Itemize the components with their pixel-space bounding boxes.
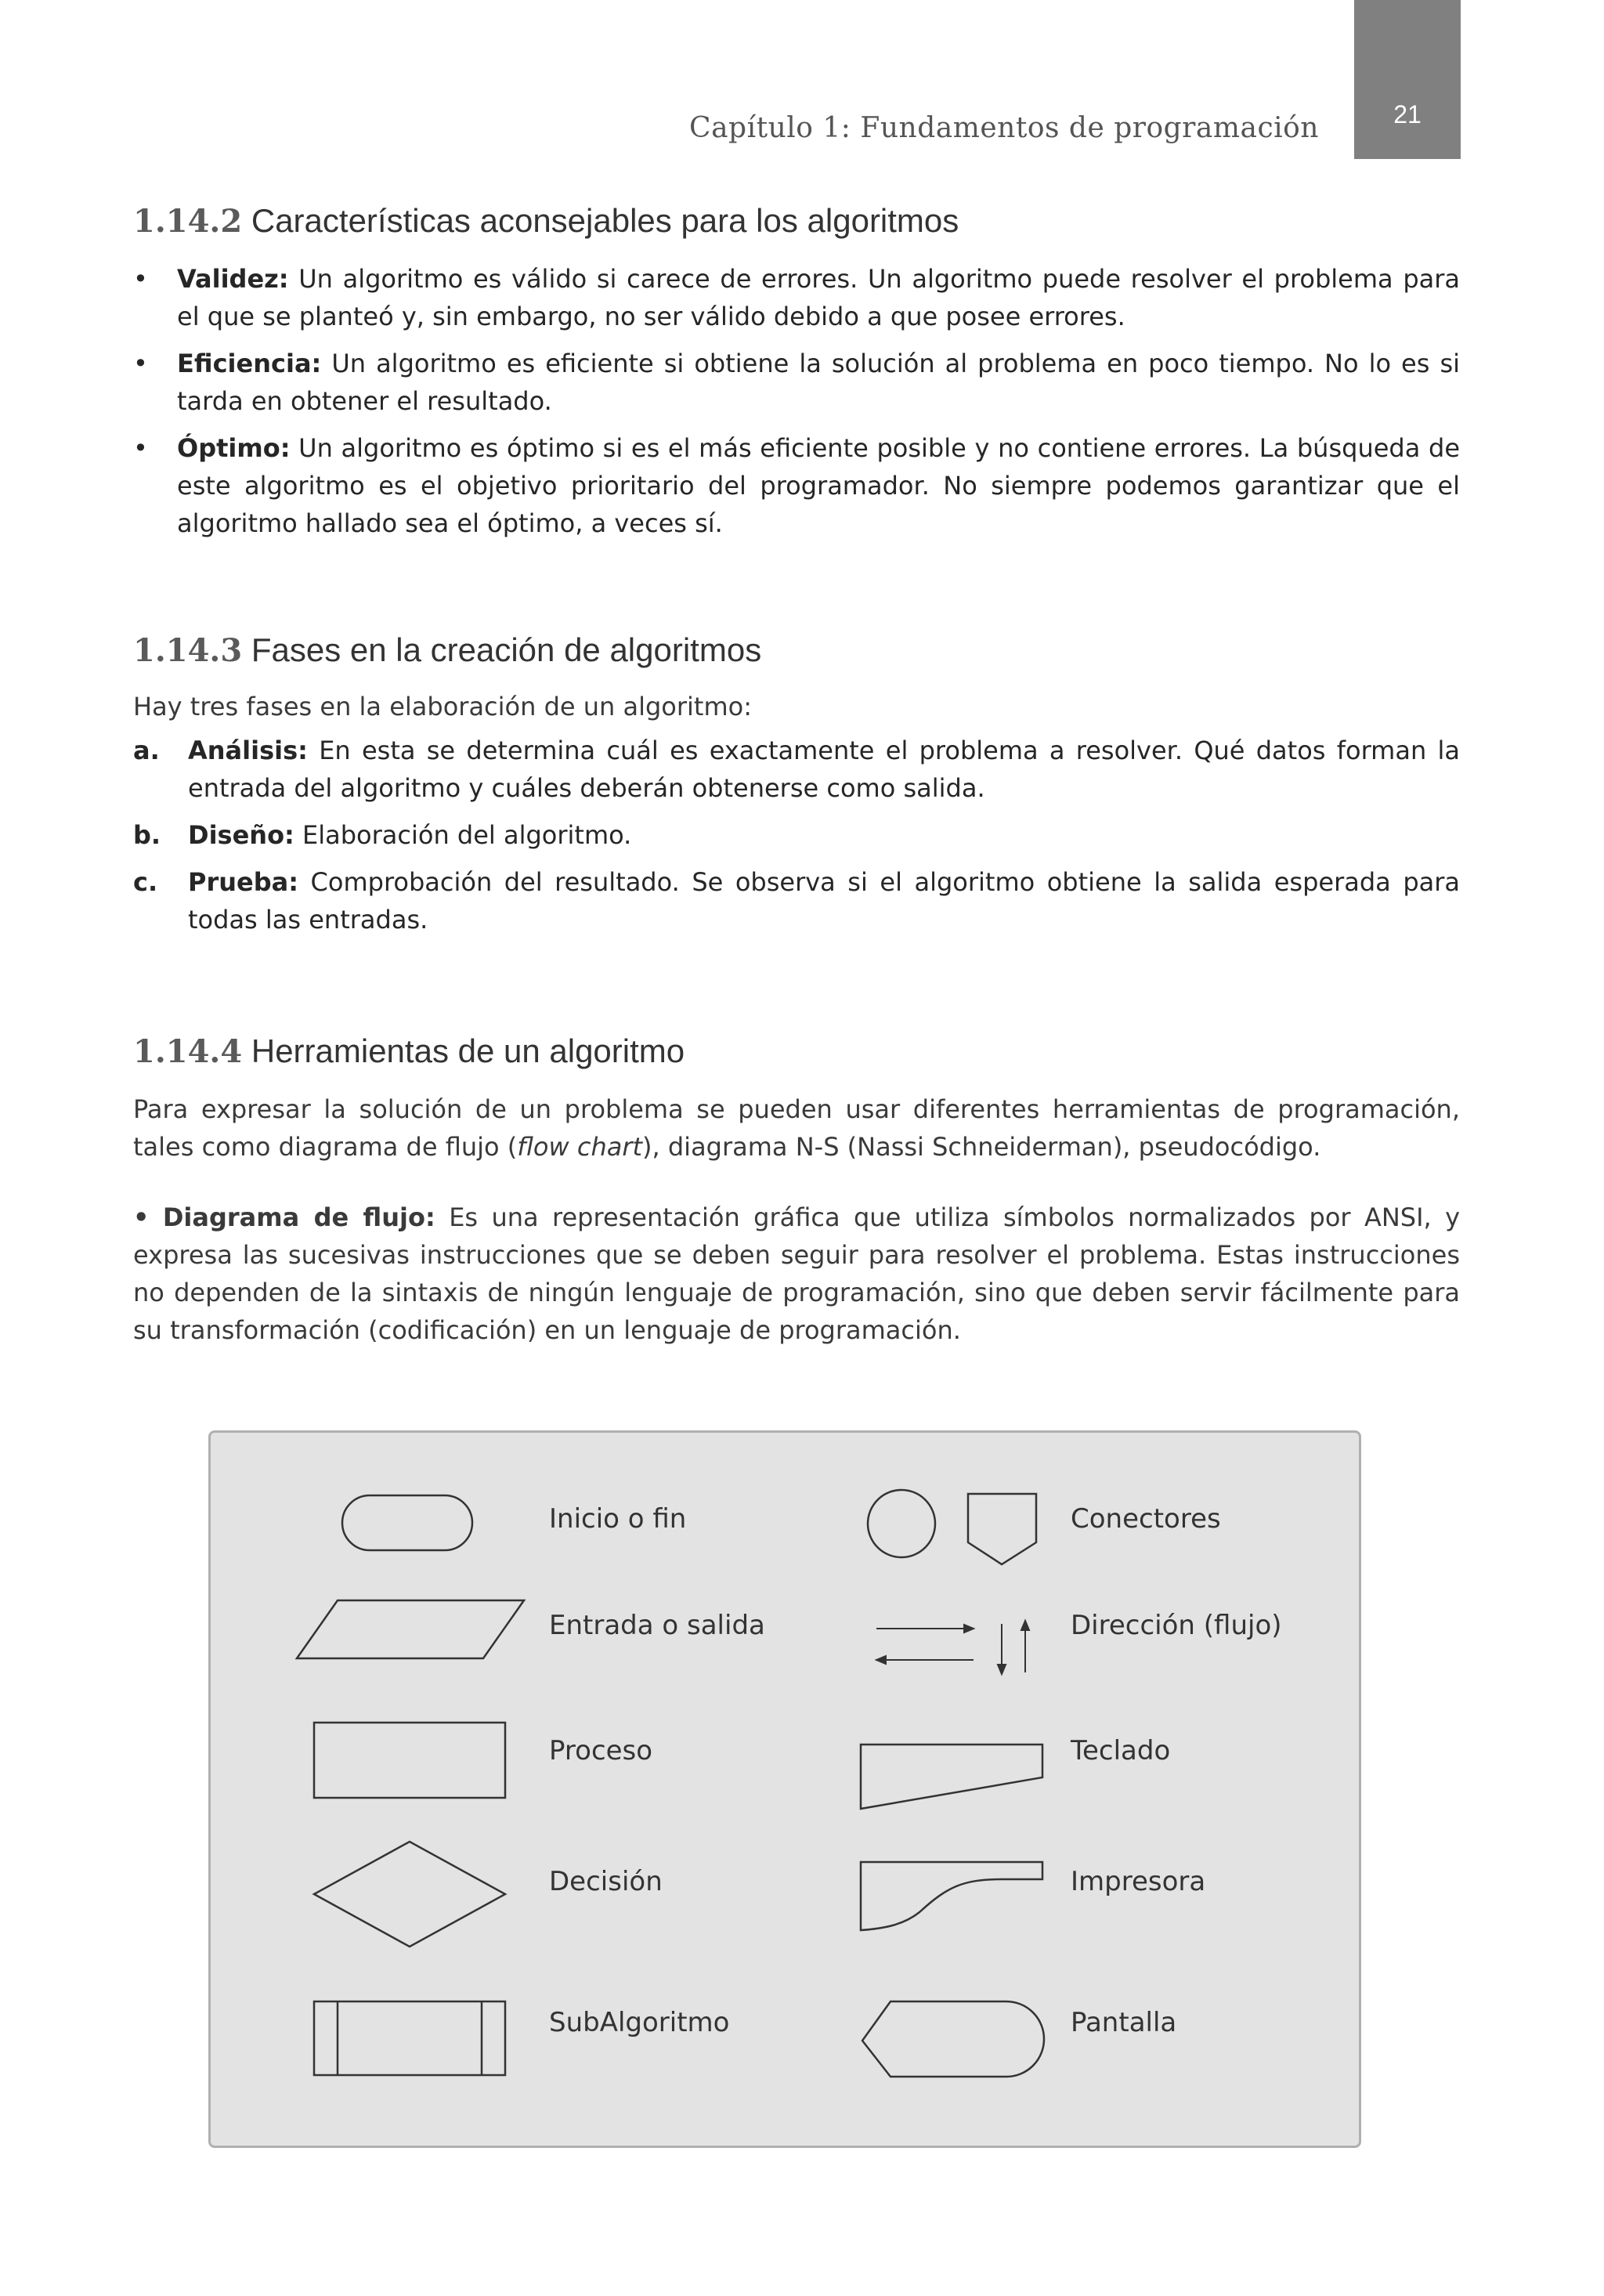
item-text: Un algoritmo es válido si carece de errores. Un algoritmo puede resolver el problema para el que se planteó y, sin embargo, no ser válido debido a que posee errores. — [177, 264, 1460, 331]
item-term: Análisis: — [188, 736, 308, 765]
characteristics-list — [133, 260, 1460, 542]
offpage-connector-symbol — [968, 1494, 1036, 1564]
list-item — [133, 816, 1460, 854]
item-term: Diseño: — [188, 820, 294, 850]
section-heading — [133, 631, 1460, 669]
symbols-canvas — [211, 1433, 1359, 2146]
item-marker: b. — [133, 820, 161, 850]
chapter-header: Capítulo 1: Fundamentos de programación — [689, 112, 1319, 144]
section-phases — [133, 631, 1460, 948]
item-marker: c. — [133, 867, 158, 897]
list-item — [133, 345, 1460, 420]
symbol-label-keyboard: Teclado — [1071, 1735, 1171, 1766]
section-characteristics — [133, 202, 1460, 551]
flowchart-text: Es una representación gráfica que utiliza símbolos normalizados por ANSI, y expresa las sucesivas instrucciones que se deben seguir para resolver el problema. Estas instrucciones no dependen de la sintaxis de ningún lenguaje de programación, sino que deben servir fácilmente para su transformación (codificación) en un lenguaje de programación. — [133, 1202, 1461, 1345]
subalgorithm-symbol — [314, 2001, 505, 2075]
item-term: Validez: — [177, 264, 289, 294]
section-heading — [133, 202, 1460, 240]
bullet-icon: • — [133, 349, 148, 378]
section-title: Herramientas de un algoritmo — [251, 1032, 685, 1069]
item-text: Un algoritmo es eficiente si obtiene la solución al problema en poco tiempo. No lo es si tarda en obtener el resultado. — [177, 349, 1460, 416]
symbol-label-subalgorithm: SubAlgoritmo — [549, 2007, 730, 2038]
symbol-label-flow: Dirección (flujo) — [1071, 1610, 1282, 1641]
symbol-label-start-end: Inicio o fin — [549, 1503, 687, 1535]
symbol-label-io: Entrada o salida — [549, 1610, 765, 1641]
symbol-label-decision: Decisión — [549, 1866, 663, 1897]
symbol-label-printer: Impresora — [1071, 1866, 1206, 1897]
bullet-icon: • — [133, 264, 148, 294]
section-number: 1.14.3 — [133, 632, 243, 669]
section-title: Características aconsejables para los algoritmos — [251, 202, 959, 239]
item-term: Eficiencia: — [177, 349, 322, 378]
bullet-icon: • — [133, 1202, 150, 1232]
tools-paragraph — [133, 1090, 1460, 1166]
list-item — [133, 260, 1460, 335]
decision-symbol — [314, 1842, 505, 1947]
terminator-symbol — [342, 1495, 472, 1550]
io-symbol — [297, 1600, 524, 1658]
item-term: Óptimo: — [177, 433, 291, 463]
tools-emphasis: flow chart — [517, 1132, 643, 1162]
list-item — [133, 732, 1460, 807]
process-symbol — [314, 1723, 505, 1798]
list-item — [133, 863, 1460, 938]
tools-text: ), diagrama N-S (Nassi Schneiderman), pseudocódigo. — [642, 1132, 1321, 1162]
flow-arrows-symbol — [876, 1621, 1029, 1674]
section-number: 1.14.4 — [133, 1033, 243, 1070]
flowchart-paragraph — [133, 1199, 1460, 1349]
item-marker: a. — [133, 736, 160, 765]
flowchart-symbols-panel — [208, 1430, 1361, 2148]
flowchart-term: Diagrama de flujo: — [162, 1202, 435, 1232]
item-term: Prueba: — [188, 867, 299, 897]
section-title: Fases en la creación de algoritmos — [251, 631, 762, 668]
symbol-label-connectors: Conectores — [1071, 1503, 1221, 1535]
phases-list — [133, 732, 1460, 938]
display-symbol — [862, 2001, 1044, 2077]
symbol-label-display: Pantalla — [1071, 2007, 1177, 2038]
printer-symbol — [861, 1862, 1042, 1930]
section-heading — [133, 1032, 1460, 1070]
item-text: Comprobación del resultado. Se observa si el algoritmo obtiene la salida esperada para todas las entradas. — [188, 867, 1460, 935]
tools-text: Para expresar la solución de un problema se pueden usar diferentes herramientas de programación, tales como diagrama de flujo ( — [133, 1094, 1460, 1162]
bullet-icon: • — [133, 433, 148, 463]
symbol-label-process: Proceso — [549, 1735, 653, 1766]
page-number: 21 — [1393, 100, 1422, 128]
item-text: En esta se determina cuál es exactamente el problema a resolver. Qué datos forman la entrada del algoritmo y cuáles deberán obtenerse como salida. — [188, 736, 1460, 803]
page-number-tab — [1354, 0, 1461, 159]
section-tools — [133, 1032, 1460, 1349]
keyboard-symbol — [861, 1745, 1042, 1809]
item-text: Elaboración del algoritmo. — [294, 820, 632, 850]
phases-intro: Hay tres fases en la elaboración de un algoritmo: — [133, 692, 752, 721]
connector-circle-symbol — [868, 1490, 935, 1557]
item-text: Un algoritmo es óptimo si es el más eficiente posible y no contiene errores. La búsqueda de este algoritmo es el objetivo prioritario del programador. No siempre podemos garantizar que el algoritmo hallado sea el óptimo, a veces sí. — [177, 433, 1460, 538]
list-item — [133, 429, 1460, 542]
section-number: 1.14.2 — [133, 203, 243, 240]
